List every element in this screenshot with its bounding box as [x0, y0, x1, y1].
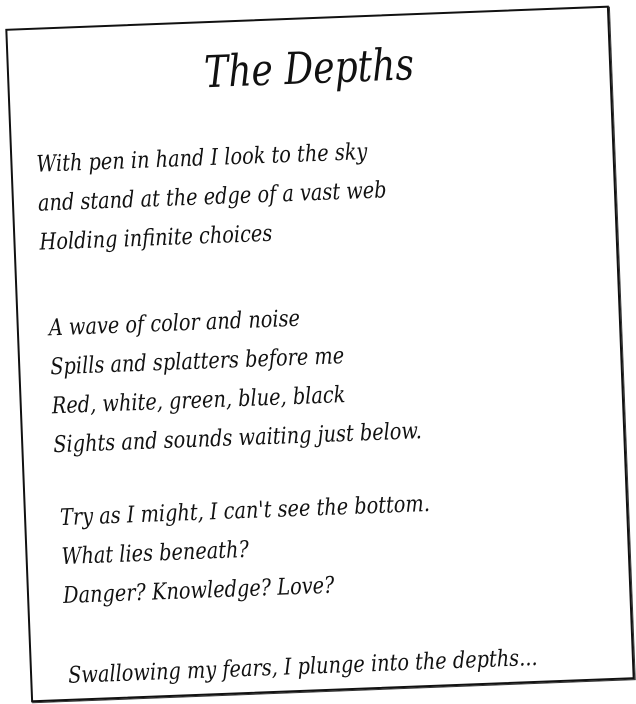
- poem-line: Danger? Knowledge? Love?: [62, 572, 335, 610]
- poem-line: A wave of color and noise: [48, 305, 301, 342]
- poem-line: Swallowing my fears, I plunge into the depths...: [67, 644, 538, 689]
- poem-line: Holding infinite choices: [39, 220, 273, 256]
- poem-line: With pen in hand I look to the sky: [36, 139, 368, 178]
- poem-line: Red, white, green, blue, black: [51, 382, 346, 420]
- stanza-1: [36, 130, 455, 263]
- poem-line: Sights and sounds waiting just below.: [52, 418, 423, 459]
- poem-line: and stand at the edge of a vast web: [37, 177, 388, 217]
- poem-title: The Depths: [203, 39, 415, 99]
- stanza-3: [59, 482, 504, 616]
- poem-sheet: [5, 6, 634, 703]
- poem-line: What lies beneath?: [61, 536, 250, 571]
- poem-line: Spills and splatters before me: [49, 343, 345, 381]
- poem-line: Try as I might, I can't see the bottom.: [59, 490, 431, 532]
- stanza-4: [67, 635, 627, 695]
- stanza-2: [48, 293, 493, 466]
